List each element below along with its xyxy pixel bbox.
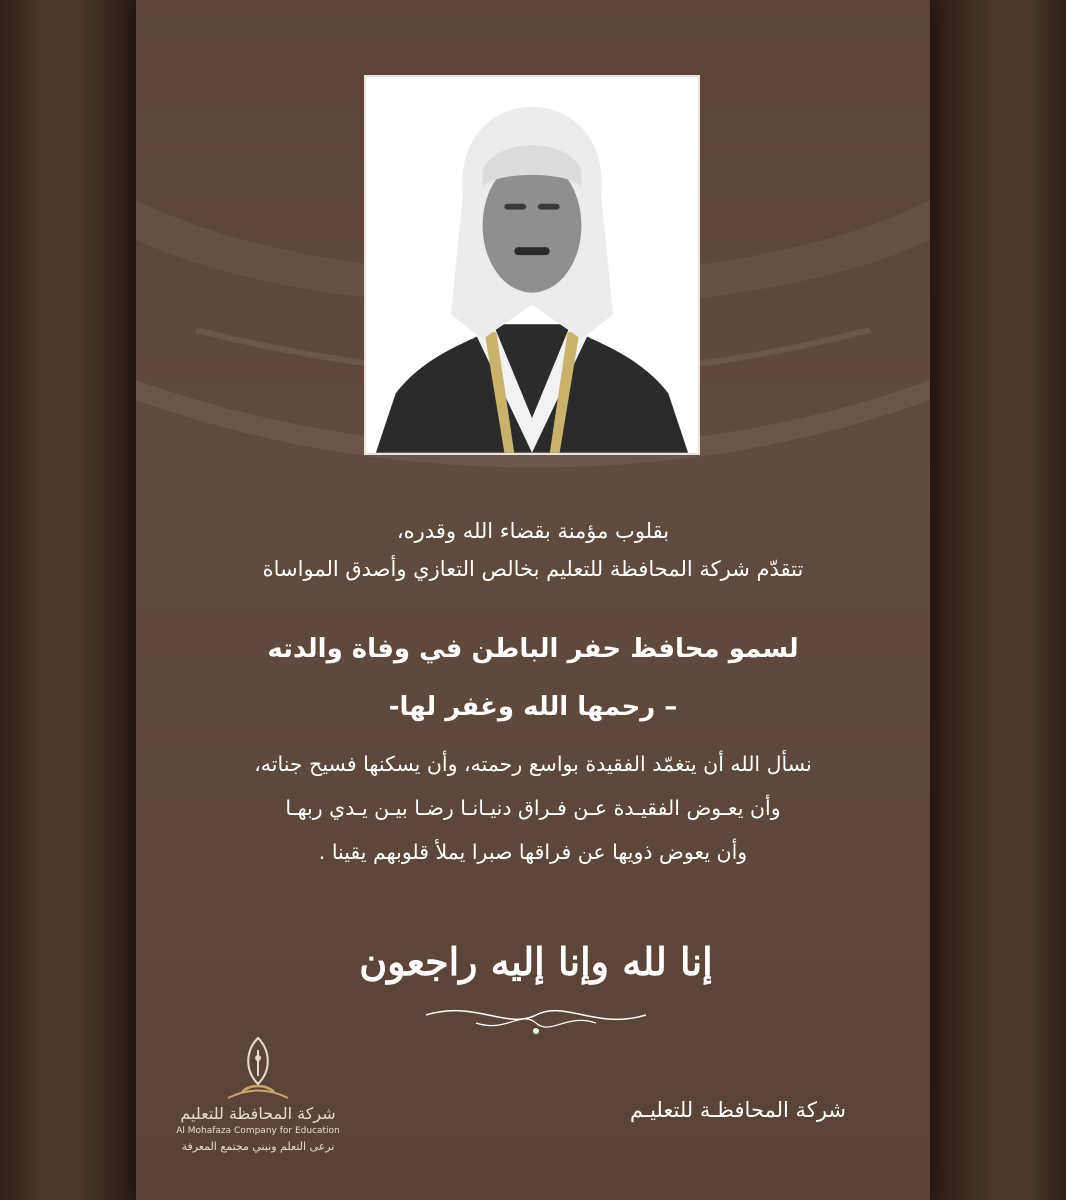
intro-line-1: بقلوب مؤمنة بقضاء الله وقدره، bbox=[396, 519, 670, 543]
prayer-line-1: نسأل الله أن يتغمّد الفقيدة بواسع رحمته، وأن يسكنها فسيح جناته، bbox=[254, 752, 812, 776]
logo-name-en: Al Mohafaza Company for Education bbox=[176, 1126, 340, 1136]
company-name: شركة المحافظـة للتعليـم bbox=[629, 1098, 846, 1122]
calligraphy-text: إنا لله وإنا إليه راجعون bbox=[359, 939, 713, 984]
prayer-line-3: وأن يعوض ذويها عن فراقها صبرا يملأ قلوبهم يقينا . bbox=[318, 840, 748, 864]
calligraphy-inna-lillahi bbox=[356, 905, 716, 1045]
headline bbox=[136, 620, 930, 736]
prayer-text bbox=[136, 742, 930, 874]
condolence-card bbox=[136, 0, 930, 1200]
headline-line-1: لسمو محافظ حفر الباطن في وفاة والدته bbox=[267, 634, 799, 664]
portrait-photo bbox=[364, 75, 700, 455]
intro-line-2: تتقدّم شركة المحافظة للتعليم بخالص التعازي وأصدق المواساة bbox=[262, 557, 804, 581]
logo-name-ar: شركة المحافظة للتعليم bbox=[180, 1104, 336, 1123]
logo-tagline: نرعى التعلم ونبني مجتمع المعرفة bbox=[181, 1140, 335, 1153]
company-logo bbox=[158, 1036, 358, 1166]
prayer-line-2: وأن يعـوض الفقيـدة عـن فـراق دنيـانـا رضـا بيـن يـدي ربهـا bbox=[285, 796, 781, 820]
pen-nib-icon bbox=[158, 1036, 358, 1102]
headline-line-2: – رحمها الله وغفر لها- bbox=[388, 692, 678, 722]
intro-text bbox=[136, 512, 930, 588]
